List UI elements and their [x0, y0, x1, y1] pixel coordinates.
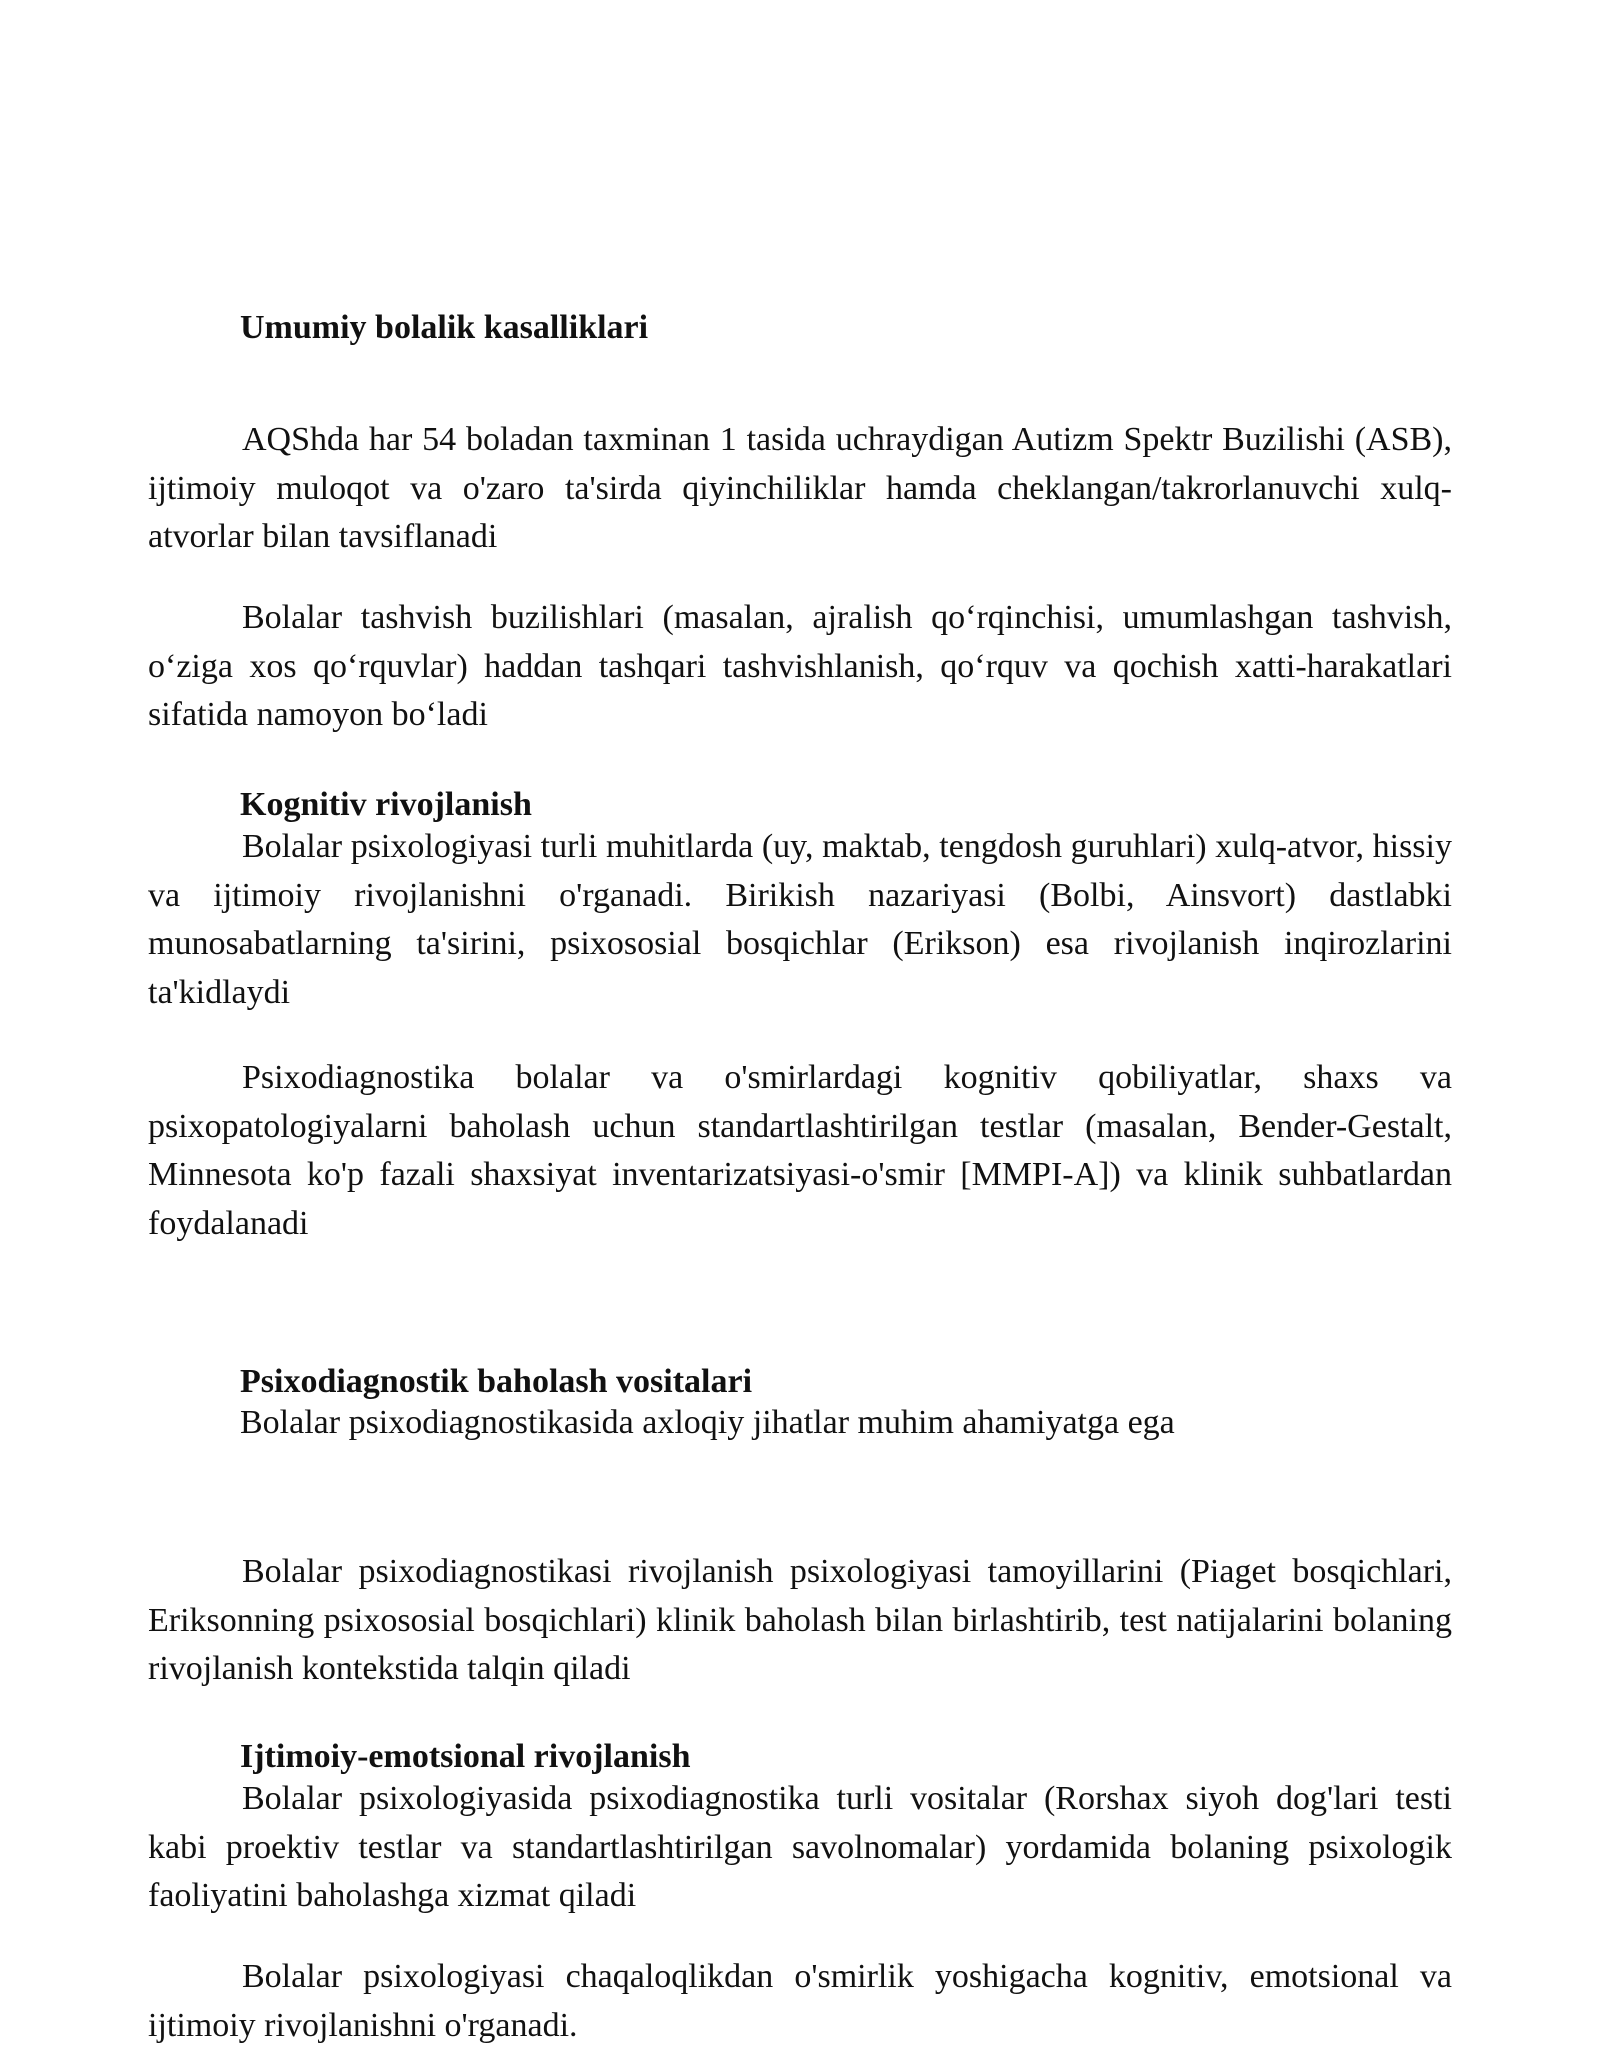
paragraph-child-psychology-environments: Bolalar psixologiyasi turli muhitlarda (uy, maktab, tengdosh guruhlari) xulq-atvor, hissiy va ijtimoiy rivojlanishni o'rganadi. Birikish nazariyasi (Bolbi, Ainsvort) dastlabki munosabatlarning ta'sirini, psixososial bosqichlar (Erikson) esa rivojlanish inqirozlarini ta'kidlaydi [148, 828, 1452, 1011]
document-page [148, 0, 1452, 2070]
section-heading-cognitive-development: Kognitiv rivojlanish [240, 786, 532, 823]
paragraph-developmental-principles: Bolalar psixodiagnostikasi rivojlanish psixologiyasi tamoyillarini (Piaget bosqichlari, Eriksonning psixososial bosqichlari) klinik baholash bilan birlashtirib, test natijalarini bolaning rivojlanish kontekstida talqin qiladi [148, 1553, 1452, 1687]
paragraph-child-psychology-scope: Bolalar psixologiyasi chaqaloqlikdan o'smirlik yoshigacha kognitiv, emotsional va ijtimoiy rivojlanishni o'rganadi. [148, 1958, 1452, 2044]
paragraph-diagnostic-instruments: Bolalar psixologiyasida psixodiagnostika turli vositalar (Rorshax siyoh dog'lari testi kabi proektiv testlar va standartlashtirilgan savolnomalar) yordamida bolaning psixologik faoliyatini baholashga xizmat qiladi [148, 1780, 1452, 1914]
paragraph-autism-spectrum: AQShda har 54 boladan taxminan 1 tasida uchraydigan Autizm Spektr Buzilishi (ASB), ijtimoiy muloqot va o'zaro ta'sirda qiyinchiliklar hamda cheklangan/takrorlanuvchi xulq-atvorlar bilan tavsiflanadi [148, 421, 1452, 555]
paragraph-anxiety-disorders: Bolalar tashvish buzilishlari (masalan, ajralish qo‘rqinchisi, umumlashgan tashvish, o‘ziga xos qo‘rquvlar) haddan tashqari tashvishlanish, qo‘rquv va qochish xatti-harakatlari sifatida namoyon bo‘ladi [148, 599, 1452, 733]
section-heading-social-emotional-development: Ijtimoiy-emotsional rivojlanish [240, 1738, 691, 1775]
section-heading-assessment-tools: Psixodiagnostik baholash vositalari [240, 1363, 753, 1400]
paragraph-psychodiagnostics-tests: Psixodiagnostika bolalar va o'smirlardagi kognitiv qobiliyatlar, shaxs va psixopatologiyalarni baholash uchun standartlashtirilgan testlar (masalan, Bender-Gestalt, Minnesota ko'p fazali shaxsiyat inventarizatsiyasi-o'smir [MMPI-A]) va klinik suhbatlardan foydalanadi [148, 1059, 1452, 1242]
paragraph-ethical-aspects: Bolalar psixodiagnostikasida axloqiy jihatlar muhim ahamiyatga ega [240, 1404, 1175, 1441]
section-heading-common-childhood-illnesses: Umumiy bolalik kasalliklari [240, 309, 649, 346]
